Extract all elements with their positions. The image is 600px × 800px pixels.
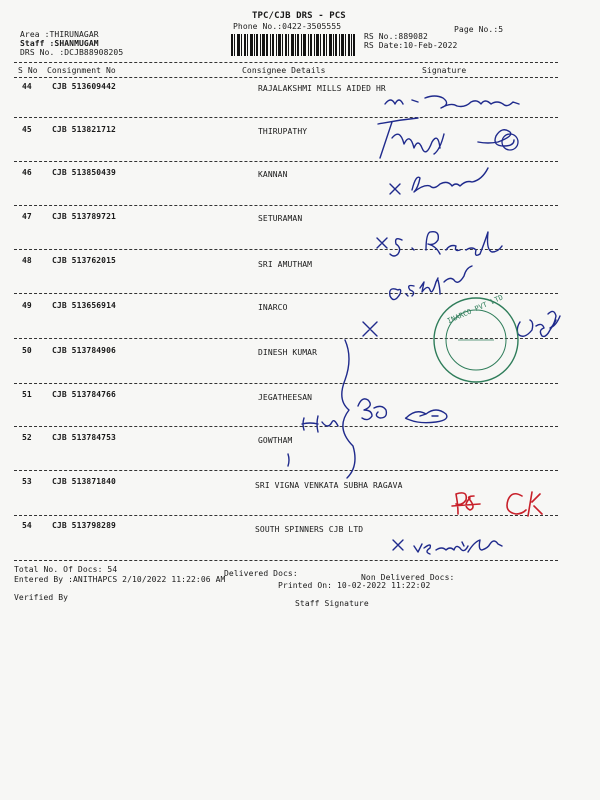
bracket-rows-50-52 [288,340,355,478]
column-consignee: Consignee Details [242,66,326,75]
entered-by: Entered By :ANITHAPCS 2/10/2022 11:22:06 AM [14,575,226,584]
row-divider [14,560,558,561]
signature-row-46 [390,168,488,194]
row-consignment: CJB 513784906 [52,346,116,355]
row-consignment: CJB 513798289 [52,521,116,530]
column-signature: Signature [422,66,467,75]
stamp-text: INARCO PVT LTD [446,293,505,326]
row-consignee: SRI AMUTHAM [258,260,313,269]
non-delivered-docs: Non Delivered Docs: [361,573,455,582]
row-consignee: THIRUPATHY [258,127,308,136]
signature-row-53 [452,492,542,516]
row-sno: 53 [22,477,32,486]
row-divider [14,515,558,516]
column-sno: S No [18,66,38,75]
row-consignment: CJB 513821712 [52,125,116,134]
signature-row-45 [378,118,514,158]
circled-mark [502,134,518,150]
verified-by: Verified By [14,593,69,602]
header-divider-bottom [14,77,558,78]
row-consignee: GOWTHAM [258,436,293,445]
row-consignment: CJB 513850439 [52,168,116,177]
row-sno: 51 [22,390,32,399]
row-divider [14,426,558,427]
row-sno: 45 [22,125,32,134]
row-consignment: CJB 513609442 [52,82,116,91]
row-consignee: RAJALAKSHMI MILLS AIDED HR [258,84,386,93]
barcode-image [231,34,355,56]
row-consignment: CJB 513762015 [52,256,116,265]
staff-label: Staff :SHANMUGAM [20,39,99,48]
row-divider [14,161,558,162]
row-divider [14,293,558,294]
row-consignee: SRI VIGNA VENKATA SUBHA RAGAVA [255,481,403,490]
row-consignee: JEGATHEESAN [258,393,313,402]
row-sno: 47 [22,212,32,221]
signature-row-51 [302,399,447,432]
phone-number: Phone No.:0422-3505555 [233,22,342,31]
row-sno: 44 [22,82,32,91]
row-sno: 49 [22,301,32,310]
row-divider [14,383,558,384]
row-consignee: DINESH KUMAR [258,348,317,357]
rs-date: RS Date:10-Feb-2022 [364,41,458,50]
delivered-docs: Delivered Docs: [224,569,298,578]
row-consignee: SETURAMAN [258,214,303,223]
row-sno: 46 [22,168,32,177]
page-number: Page No.:5 [454,25,504,34]
row-consignment: CJB 513871840 [52,477,116,486]
row-sno: 52 [22,433,32,442]
area-label: Area :THIRUNAGAR [20,30,99,39]
row-sno: 48 [22,256,32,265]
row-consignee: SOUTH SPINNERS CJB LTD [255,525,364,534]
signature-row-48 [390,266,472,300]
drs-number: DRS No. :DCJB88908205 [20,48,124,57]
row-divider [14,205,558,206]
total-docs: Total No. Of Docs: 54 [14,565,118,574]
row-sno: 50 [22,346,32,355]
row-divider [14,470,558,471]
column-consignment: Consignment No [47,66,116,75]
rs-number: RS No.:889082 [364,32,428,41]
header-divider-top [14,62,558,63]
row-divider [14,249,558,250]
row-consignment: CJB 513789721 [52,212,116,221]
signature-row-54 [393,540,502,554]
row-consignment: CJB 513656914 [52,301,116,310]
staff-signature-label: Staff Signature [295,599,369,608]
signature-row-44 [385,96,519,108]
row-divider [14,117,558,118]
signature-row-47 [377,232,502,256]
row-consignee: INARCO [258,303,288,312]
row-consignment: CJB 513784766 [52,390,116,399]
row-consignee: KANNAN [258,170,288,179]
row-sno: 54 [22,521,32,530]
printed-on: Printed On: 10-02-2022 11:22:02 [278,581,431,590]
document-title: TPC/CJB DRS - PCS [252,11,346,21]
row-divider [14,338,558,339]
row-consignment: CJB 513784753 [52,433,116,442]
